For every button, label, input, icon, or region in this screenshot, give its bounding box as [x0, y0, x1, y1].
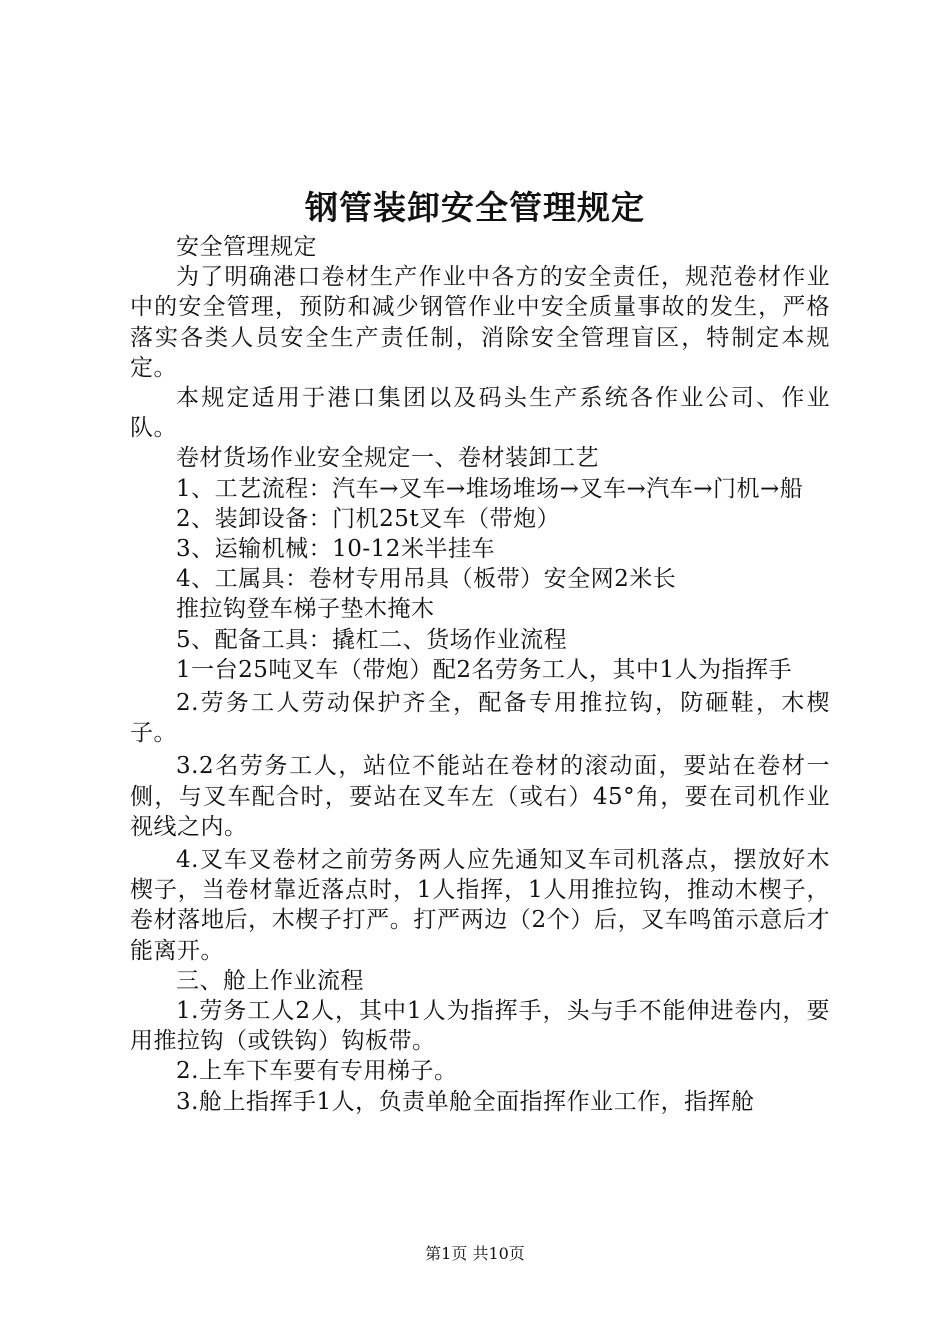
paragraph-heading: 安全管理规定 — [176, 234, 317, 260]
paragraph-item-1: 1一台25吨叉车（带炮）配2名劳务工人，其中1人为指挥手 — [176, 656, 793, 683]
paragraph-ship-3: 3.舱上指挥手1人，负责单舱全面指挥作业工作，指挥舱 — [176, 1088, 755, 1115]
page-title: 钢管装卸安全管理规定 — [305, 188, 645, 227]
paragraph-ship-2: 2.上车下车要有专用梯子。 — [176, 1058, 458, 1085]
paragraph-transport: 3、运输机械：10-12米半挂车 — [176, 536, 495, 563]
paragraph-tools: 4、工属具：卷材专用吊具（板带）安全网2米长 — [176, 566, 677, 593]
paragraph-item-2: 2.劳务工人劳动保护齐全，配备专用推拉钩，防砸鞋，木楔子。 — [130, 690, 830, 747]
page-number: 第1页 共10页 — [425, 1244, 525, 1263]
paragraph-ship-1: 1.劳务工人2人，其中1人为指挥手，头与手不能伸进卷内，要用推拉钩（或铁钩）钩板带。 — [130, 998, 830, 1055]
paragraph-purpose: 为了明确港口卷材生产作业中各方的安全责任，规范卷材作业中的安全管理，预防和减少钢管作业中安全质量事故的发生，严格落实各类人员安全生产责任制，消除安全管理盲区，特制定本规定。 — [130, 264, 830, 381]
paragraph-process-flow: 1、工艺流程：汽车→叉车→堆场堆场→叉车→汽车→门机→船 — [176, 475, 804, 502]
paragraph-scope: 本规定适用于港口集团以及码头生产系统各作业公司、作业队。 — [130, 385, 830, 442]
paragraph-section-two: 5、配备工具：撬杠二、货场作业流程 — [176, 626, 568, 653]
paragraph-equipment: 2、装卸设备：门机25t叉车（带炮） — [176, 505, 561, 532]
document-body — [130, 232, 830, 1117]
paragraph-section-three: 三、舱上作业流程 — [176, 967, 364, 994]
paragraph-item-4: 4.叉车叉卷材之前劳务两人应先通知叉车司机落点，摆放好木楔子，当卷材靠近落点时，1人指挥，1人用推拉钩，推动木楔子，卷材落地后，木楔子打严。打严两边（2个）后，叉车鸣笛示意后才能离开。 — [130, 847, 830, 964]
paragraph-tools-cont: 推拉钩登车梯子垫木掩木 — [176, 596, 435, 623]
paragraph-section-one: 卷材货场作业安全规定一、卷材装卸工艺 — [176, 445, 599, 472]
paragraph-item-3: 3.2名劳务工人，站位不能站在卷材的滚动面，要站在卷材一侧，与叉车配合时，要站在叉车左（或右）45°角，要在司机作业视线之内。 — [130, 753, 830, 840]
